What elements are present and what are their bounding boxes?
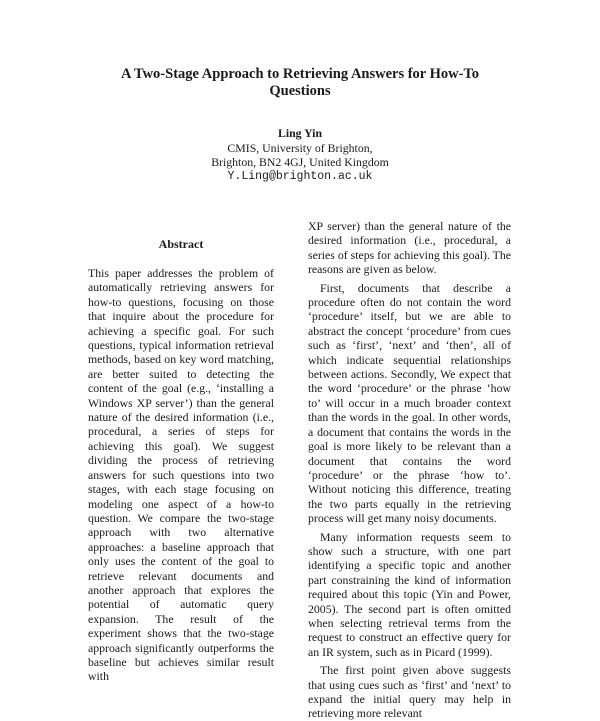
- body-paragraph-3: The first point given above suggests that using cues such as ‘first’ and ‘next’ to expand the initial query may help in retrieving more relevant: [308, 663, 511, 721]
- author-affiliation-line-2: Brighton, BN2 4GJ, United Kingdom: [211, 155, 389, 169]
- author-affiliation-line-1: CMIS, University of Brighton,: [227, 140, 373, 155]
- author-name: Ling Yin: [277, 126, 323, 140]
- left-column: [88, 236, 274, 684]
- author-email: Y.Ling@brighton.ac.uk: [227, 169, 373, 183]
- paper-title: A Two-Stage Approach to Retrieving Answers for How-To Questions: [120, 66, 480, 99]
- author-block: [150, 126, 450, 184]
- right-column: [308, 219, 511, 721]
- abstract-text: This paper addresses the problem of automatically retrieving answers for how-to questions, focusing on those that inquire about the procedure for achieving a specific goal. For such questions, typical information retrieval methods, based on key word matching, are better suited to detecting the content of the goal (e.g., ‘installing a Windows XP server’) than the general nature of the desired information (i.e., procedural, a series of steps for achieving this goal). We suggest dividing the process of retrieving answers for such questions into two stages, with each stage focusing on modeling one aspect of a how-to question. We compare the two-stage approach with two alternative approaches: a baseline approach that only uses the content of the goal to retrieve relevant documents and another approach that explores the potential of automatic query expansion. The result of the experiment shows that the two-stage approach significantly outperforms the baseline but achieves similar result with: [88, 266, 274, 684]
- body-paragraph-2: Many information requests seem to show such a structure, with one part identifying a specific topic and another part constraining the kind of information required about this topic (Yin and Power, 2005). The second part is often omitted when selecting retrieval terms from the request to construct an effective query for an IR system, such as in Picard (1999).: [308, 529, 511, 659]
- body-paragraph-continued: XP server) than the general nature of the desired information (i.e., procedural, a series of steps for achieving this goal). The reasons are given as below.: [308, 219, 511, 277]
- body-paragraph-1: First, documents that describe a procedure often do not contain the word ‘procedure’ itself, but we are able to abstract the concept ‘procedure’ from cues such as ‘first’, ‘next’ and ‘then’, all of which indicate sequential relationships between actions. Secondly, We expect that the word ‘procedure’ or the phrase ‘how to’ will occur in a much broader context than the words in the goal. In other words, a document that contains the words in the goal is more likely to be relevant than a document that contains the word ‘procedure’ or the phrase ‘how to’. Without noticing this difference, treating the two parts equally in the retrieving process will get many noisy documents.: [308, 280, 511, 526]
- abstract-heading: Abstract: [158, 237, 204, 251]
